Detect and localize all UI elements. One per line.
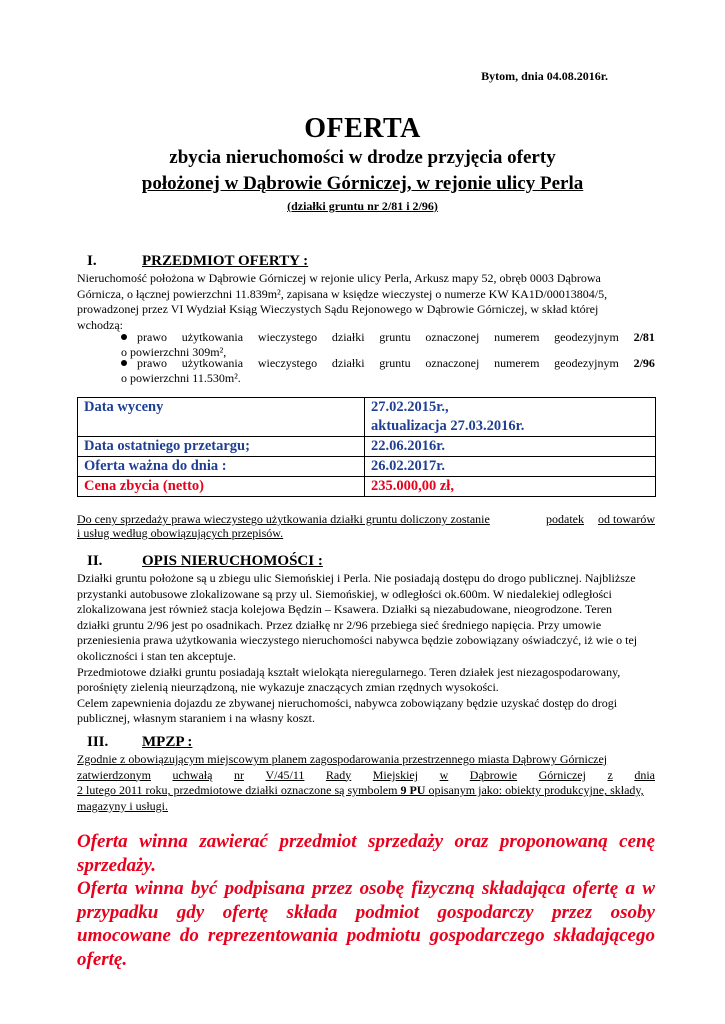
bullet-word-group bbox=[121, 356, 167, 371]
intro-line: wchodzą: bbox=[77, 317, 123, 332]
description-line: porośnięty zielenią nieurządzoną, nie wykazuje znaczących zmian rzędnych wysokości. bbox=[77, 680, 499, 695]
description-line: Celem zapewnienia dojazdu ze zbywanej nieruchomości, nabywca zobowiązany będzie uzyskać dostęp do drogi bbox=[77, 695, 618, 710]
document-subtitle: zbycia nieruchomości w drodze przyjęcia oferty bbox=[169, 147, 556, 168]
table-value bbox=[365, 398, 656, 437]
section-1-intro bbox=[77, 271, 655, 333]
bullet-word: geodezyjnym bbox=[554, 330, 619, 344]
table-label: Oferta ważna do dnia : bbox=[78, 457, 365, 477]
valuation-update-date: aktualizacja 27.03.2016r. bbox=[371, 418, 525, 434]
bullet-word: działki bbox=[331, 330, 365, 344]
bullet-icon bbox=[121, 334, 127, 340]
table-label: Data wyceny bbox=[78, 398, 365, 437]
tax-note-text: od towarów bbox=[598, 512, 655, 526]
mpzp-word: z bbox=[607, 767, 613, 782]
table-row bbox=[78, 437, 656, 457]
bullet-word: użytkowania bbox=[181, 356, 244, 370]
table-value: 26.02.2017r. bbox=[365, 457, 656, 477]
table-label: Cena zbycia (netto) bbox=[78, 477, 365, 497]
section-2-title: OPIS NIERUCHOMOŚCI : bbox=[142, 553, 323, 569]
description-line: Przedmiotowe działki gruntu posiadają kształt wielokąta nieregularnego. Teren działek jest niezagospodarowany, bbox=[77, 664, 621, 679]
table-value: 22.06.2016r. bbox=[365, 437, 656, 457]
mpzp-text: 2 lutego 2011 roku, przedmiotowe działki oznaczone są symbolem bbox=[77, 783, 401, 798]
mpzp-word: Rady bbox=[325, 767, 352, 782]
mpzp-word: w bbox=[439, 767, 449, 782]
document-date: Bytom, dnia 04.08.2016r. bbox=[481, 69, 608, 83]
bullet-area: o powierzchni 11.530m². bbox=[121, 371, 241, 385]
bullet-line bbox=[121, 330, 655, 345]
closing-requirements bbox=[77, 830, 655, 971]
bullet-word: gruntu bbox=[379, 330, 411, 344]
mpzp-text: opisanym jako: obiekty produkcyjne, składy, bbox=[425, 783, 644, 798]
document-subtitle-location: położonej w Dąbrowie Górniczej, w rejonie ulicy Perla bbox=[141, 173, 584, 194]
bullet-word: oznaczonej bbox=[425, 330, 480, 344]
table-row-price bbox=[78, 477, 656, 497]
mpzp-word: uchwałą bbox=[172, 767, 213, 782]
price-value: 235.000,00 zł, bbox=[365, 477, 656, 497]
closing-paragraph: Oferta winna zawierać przedmiot sprzedaży oraz proponowaną cenę sprzedaży. bbox=[77, 831, 655, 876]
description-line: działki gruntu 2/96 jest po osadnikach. Przez działkę nr 2/96 przebiega sieć średniego napięcia. Przy umowie bbox=[77, 617, 602, 632]
section-2-number: II. bbox=[87, 553, 103, 569]
document-title: OFERTA bbox=[304, 113, 421, 144]
bullet-item bbox=[121, 356, 655, 386]
mpzp-line bbox=[77, 768, 655, 784]
zoning-symbol: 9 PU bbox=[400, 783, 426, 798]
section-3-mpzp bbox=[77, 752, 655, 814]
intro-line: Górnicza, o łącznej powierzchni 11.839m², zapisana w księdze wieczystej o numerze KW KA1D/00013804/5, bbox=[77, 286, 608, 301]
description-line: publicznej, własnym staraniem i na własny koszt. bbox=[77, 711, 315, 726]
intro-line: prowadzonej przez VI Wydział Ksiąg Wieczystych Sądu Rejonowego w Dąbrowie Górniczej, w skład której bbox=[77, 302, 599, 316]
description-line: przystanki autobusowe zlokalizowane są przy ul. Siemońskiej, w odległości ok.600m. W niedalekiej odległości bbox=[77, 586, 612, 601]
table-label: Data ostatniego przetargu; bbox=[78, 437, 365, 457]
section-3-title: MPZP : bbox=[142, 734, 193, 750]
bullet-word: prawo bbox=[137, 356, 167, 370]
section-3-number: III. bbox=[87, 734, 109, 750]
mpzp-line: Zgodnie z obowiązującym miejscowym planem zagospodarowania przestrzennego miasta Dąbrowy Górniczej bbox=[77, 752, 608, 766]
parcel-number: 2/81 bbox=[633, 330, 655, 344]
bullet-word: gruntu bbox=[379, 356, 411, 370]
mpzp-word: V/45/11 bbox=[265, 767, 305, 782]
tax-note-text: podatek bbox=[546, 512, 584, 526]
tax-note-line bbox=[77, 512, 655, 526]
section-1-heading bbox=[87, 253, 308, 270]
bullet-word: wieczystego bbox=[257, 330, 318, 344]
bullet-word: prawo bbox=[137, 330, 167, 344]
section-1-number: I. bbox=[87, 253, 97, 269]
mpzp-word: zatwierdzonym bbox=[77, 767, 151, 782]
bullet-word: geodezyjnym bbox=[554, 356, 619, 370]
description-line: przeniesienia prawa użytkowania wieczystego nieruchomości nabywca będzie zobowiązany oświadczyć, iż wie o tej bbox=[77, 633, 638, 648]
bullet-line bbox=[121, 356, 655, 371]
mpzp-word: Górniczej bbox=[538, 767, 586, 782]
intro-line: Nieruchomość położona w Dąbrowie Górniczej w rejonie ulicy Perla, Arkusz mapy 52, obręb 0003 Dąbrowa bbox=[77, 271, 601, 285]
offer-info-table bbox=[77, 397, 656, 497]
closing-paragraph: Oferta winna być podpisana przez osobę fizyczną składająca ofertę a w przypadku gdy ofertę składa podmiot gospodarczy przez osoby umocowane do reprezentowania podmiotu gospodarczego składającego ofertę. bbox=[77, 878, 655, 970]
mpzp-line: magazyny i usługi. bbox=[77, 798, 168, 813]
mpzp-word: Miejskiej bbox=[372, 767, 419, 782]
bullet-word: oznaczonej bbox=[425, 356, 480, 370]
mpzp-line bbox=[77, 783, 655, 799]
mpzp-word: dnia bbox=[634, 767, 655, 782]
section-2-heading bbox=[87, 553, 323, 570]
description-line: Działki gruntu położone są u zbiegu ulic Siemońskiej i Perla. Nie posiadają dostępu do drogo publicznej. Najbliższe bbox=[77, 571, 636, 585]
tax-note bbox=[77, 512, 655, 540]
mpzp-word: Dąbrowie bbox=[469, 767, 518, 782]
section-1-title: PRZEDMIOT OFERTY : bbox=[142, 253, 309, 269]
parcel-number: 2/96 bbox=[633, 356, 655, 370]
bullet-word: wieczystego bbox=[257, 356, 318, 370]
bullet-word: działki bbox=[331, 356, 365, 370]
bullet-word: numerem bbox=[494, 330, 540, 344]
section-3-heading bbox=[87, 734, 192, 751]
bullet-area: o powierzchni 309m², bbox=[121, 345, 227, 359]
description-line: zlokalizowana jest również stacja kolejowa Będzin – Ksawera. Działki są niezabudowane, nieogrodzone. Teren bbox=[77, 602, 613, 617]
table-row bbox=[78, 398, 656, 437]
bullet-word: użytkowania bbox=[181, 330, 244, 344]
tax-note-line: i usług według obowiązujących przepisów. bbox=[77, 526, 284, 540]
document-subtitle-parcels: (działki gruntu nr 2/81 i 2/96) bbox=[287, 199, 438, 213]
tax-note-text: Do ceny sprzedaży prawa wieczystego użytkowania działki gruntu doliczony zostanie bbox=[77, 512, 490, 526]
section-2-description bbox=[77, 571, 655, 727]
bullet-icon bbox=[121, 360, 127, 366]
description-line: okoliczności i stan ten akceptuje. bbox=[77, 648, 236, 663]
mpzp-word: nr bbox=[233, 767, 244, 782]
bullet-word: numerem bbox=[494, 356, 540, 370]
table-row bbox=[78, 457, 656, 477]
valuation-date: 27.02.2015r., bbox=[371, 399, 449, 415]
bullet-word-group bbox=[121, 330, 167, 345]
